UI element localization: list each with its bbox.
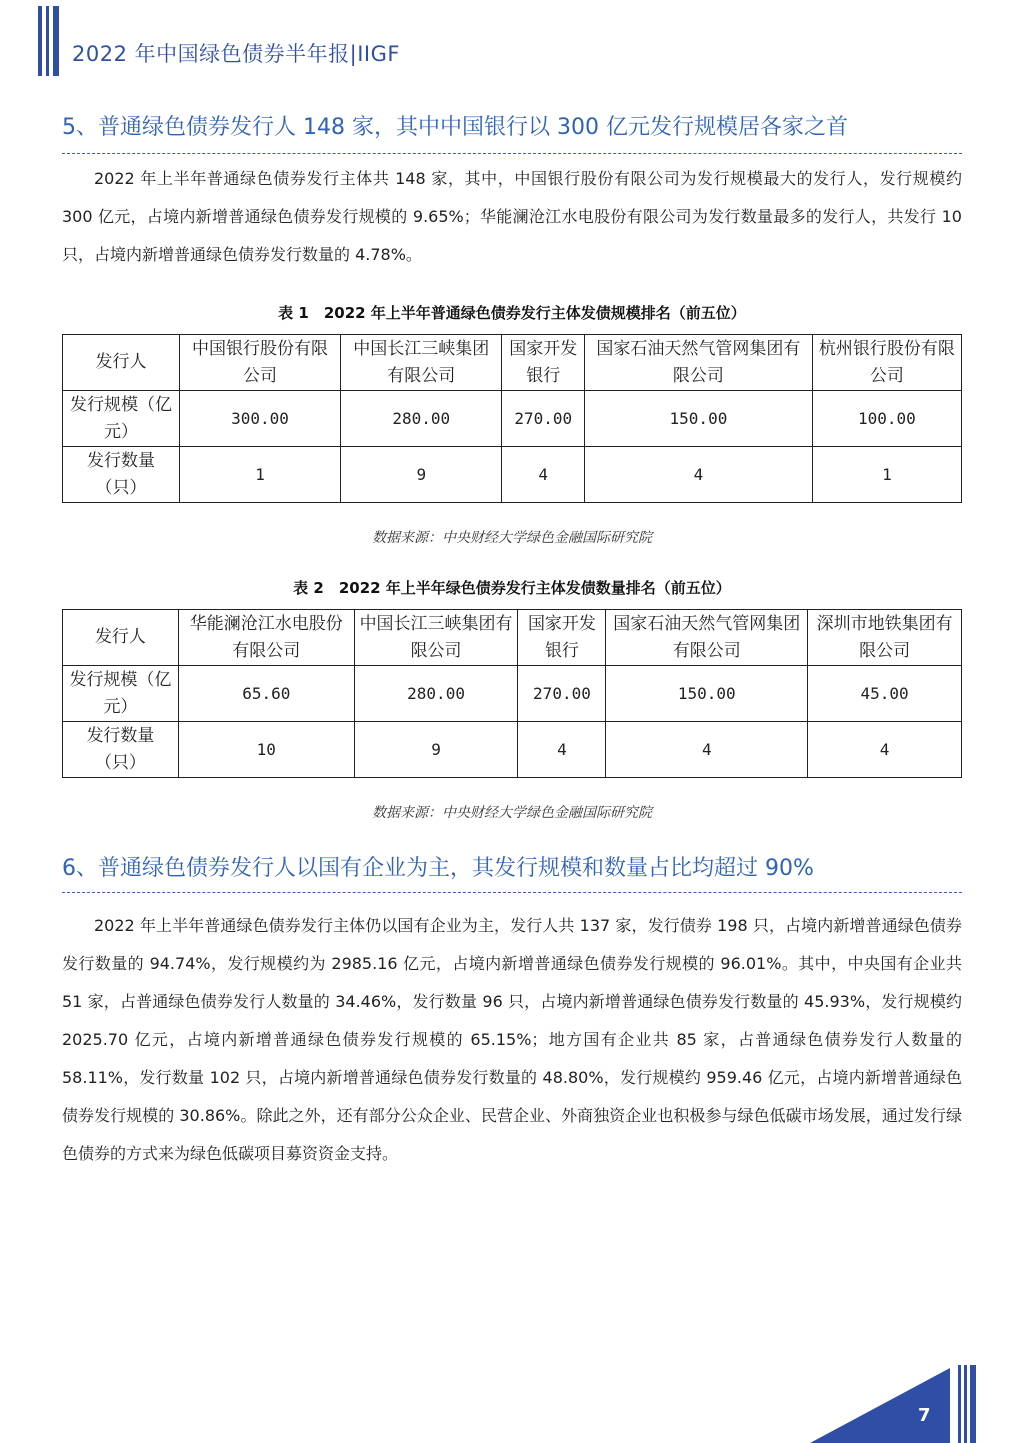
- table-cell-value: 4: [518, 722, 606, 778]
- table-cell-value: 280.00: [354, 666, 518, 722]
- table-2-issuer-row: [63, 610, 962, 666]
- table-cell-header: 发行数量（只）: [63, 447, 180, 503]
- table-1-issuer-row: [63, 335, 962, 391]
- table-cell-value: 300.00: [179, 391, 340, 447]
- table-cell-issuer: 国家开发银行: [502, 335, 585, 391]
- table-cell-value: 9: [341, 447, 502, 503]
- table-cell-header: 发行人: [63, 610, 179, 666]
- table-cell-header: 发行规模（亿元）: [63, 666, 179, 722]
- table-cell-issuer: 中国长江三峡集团有限公司: [341, 335, 502, 391]
- table-cell-issuer: 中国银行股份有限公司: [179, 335, 340, 391]
- section-6-divider: [62, 892, 962, 893]
- table-cell-issuer: 国家石油天然气管网集团有限公司: [585, 335, 813, 391]
- section-6-text: 2022 年上半年普通绿色债券发行主体仍以国有企业为主，发行人共 137 家，发行债券 198 只，占境内新增普通绿色债券发行数量的 94.74%，发行规模约为 2985.16 亿元，占境内新增普通绿色债券发行规模的 96.01%。其中，中央国有企业共 51 家，占普通绿色债券发行人数量的 34.46%，发行数量 96 只，占境内新增普通绿色债券发行数量的 45.93%，发行规模约 2025.70 亿元，占境内新增普通绿色债券发行规模的 65.15%；地方国有企业共 85 家，占普通绿色债券发行人数量的 58.11%，发行数量 102 只，占境内新增普通绿色债券发行数量的 48.80%，发行规模约 959.46 亿元，占境内新增普通绿色债券发行规模的 30.86%。除此之外，还有部分公众企业、民营企业、外商独资企业也积极参与绿色低碳市场发展，通过发行绿色债券的方式来为绿色低碳项目募资资金支持。: [62, 916, 962, 1163]
- table-cell-value: 280.00: [341, 391, 502, 447]
- table-cell-value: 65.60: [178, 666, 354, 722]
- section-6-title: 6、普通绿色债券发行人以国有企业为主，其发行规模和数量占比均超过 90%: [62, 856, 814, 881]
- page-number: 7: [918, 1405, 931, 1426]
- table-cell-value: 150.00: [585, 391, 813, 447]
- table-cell-header: 发行规模（亿元）: [63, 391, 180, 447]
- table-cell-issuer: 华能澜沧江水电股份有限公司: [178, 610, 354, 666]
- table-cell-issuer: 国家石油天然气管网集团有限公司: [606, 610, 808, 666]
- table-cell-value: 4: [502, 447, 585, 503]
- table-1-source: 数据来源：中央财经大学绿色金融国际研究院: [372, 530, 652, 546]
- table-cell-value: 45.00: [808, 666, 962, 722]
- table-cell-value: 4: [585, 447, 813, 503]
- table-2-caption: 表 2 2022 年上半年绿色债券发行主体发债数量排名（前五位）: [293, 579, 731, 597]
- table-1-caption: 表 1 2022 年上半年普通绿色债券发行主体发债规模排名（前五位）: [278, 304, 746, 322]
- footer-bar: [964, 1365, 967, 1443]
- table-2-source: 数据来源：中央财经大学绿色金融国际研究院: [372, 805, 652, 821]
- table-cell-header: 发行人: [63, 335, 180, 391]
- table-cell-value: 4: [808, 722, 962, 778]
- section-6-paragraph: [62, 907, 962, 1173]
- header-title: 2022 年中国绿色债券半年报|IIGF: [72, 42, 400, 66]
- table-cell-value: 1: [179, 447, 340, 503]
- table-cell-value: 1: [812, 447, 961, 503]
- table-cell-value: 150.00: [606, 666, 808, 722]
- footer-bar: [958, 1365, 961, 1443]
- table-cell-issuer: 国家开发银行: [518, 610, 606, 666]
- table-2: [62, 609, 962, 778]
- section-5-text: 2022 年上半年普通绿色债券发行主体共 148 家，其中，中国银行股份有限公司为发行规模最大的发行人，发行规模约 300 亿元，占境内新增普通绿色债券发行规模的 9.65%；华能澜沧江水电股份有限公司为发行数量最多的发行人，共发行 10 只，占境内新增普通绿色债券发行数量的 4.78%。: [62, 169, 962, 264]
- table-cell-issuer: 中国长江三峡集团有限公司: [354, 610, 518, 666]
- footer-bar: [970, 1365, 976, 1443]
- table-1: [62, 334, 962, 503]
- table-cell-value: 270.00: [502, 391, 585, 447]
- section-5-title: 5、普通绿色债券发行人 148 家，其中中国银行以 300 亿元发行规模居各家之首: [62, 115, 848, 140]
- table-cell-value: 4: [606, 722, 808, 778]
- table-cell-value: 270.00: [518, 666, 606, 722]
- table-cell-value: 100.00: [812, 391, 961, 447]
- table-cell-issuer: 杭州银行股份有限公司: [812, 335, 961, 391]
- table-cell-issuer: 深圳市地铁集团有限公司: [808, 610, 962, 666]
- table-cell-value: 9: [354, 722, 518, 778]
- section-5-paragraph: [62, 160, 962, 274]
- table-2-count-row: [63, 722, 962, 778]
- footer-decor: [790, 1360, 990, 1443]
- section-5-divider: [62, 153, 962, 154]
- table-2-scale-row: [63, 666, 962, 722]
- table-1-scale-row: [63, 391, 962, 447]
- table-1-count-row: [63, 447, 962, 503]
- table-cell-header: 发行数量（只）: [63, 722, 179, 778]
- table-cell-value: 10: [178, 722, 354, 778]
